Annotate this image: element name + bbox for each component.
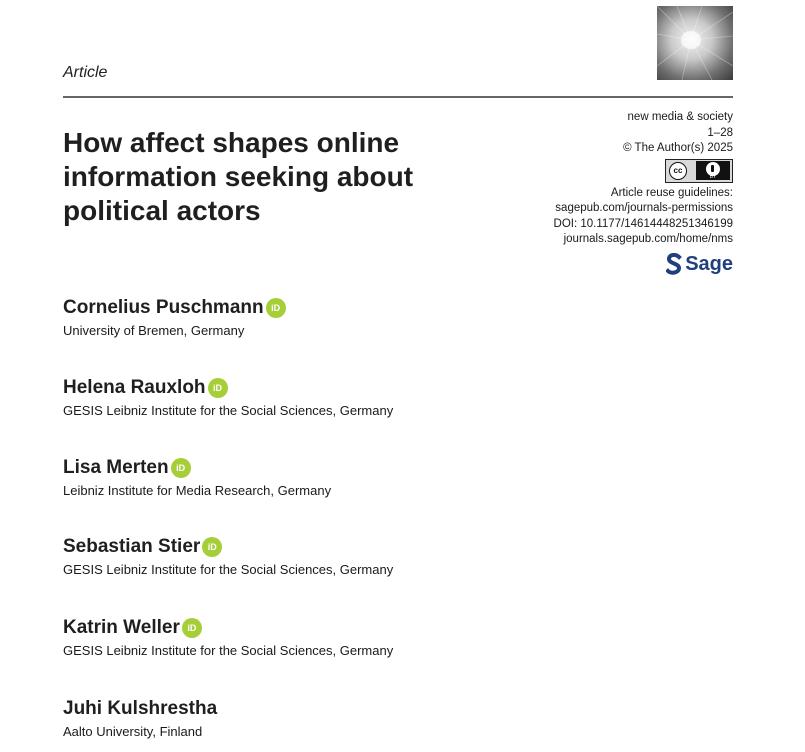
journal-name: new media & society: [627, 111, 733, 123]
page-range: 1–28: [707, 126, 733, 139]
author-name: Katrin Weller: [63, 617, 180, 638]
journal-metadata: [440, 110, 733, 280]
by-attribution-icon: BY: [696, 161, 730, 180]
orcid-icon[interactable]: iD: [171, 458, 191, 478]
cc-icon: cc: [669, 162, 687, 180]
reuse-guidelines-label: Article reuse guidelines:: [610, 186, 733, 199]
author-affiliation: Aalto University, Finland: [63, 724, 203, 739]
author-affiliation: GESIS Leibniz Institute for the Social Sciences, Germany: [63, 562, 394, 577]
author-name: Helena Rauxloh: [63, 377, 206, 398]
cover-tunnel-graphic: [657, 6, 733, 80]
author-affiliation: GESIS Leibniz Institute for the Social Sciences, Germany: [63, 403, 394, 418]
author-name: Lisa Merten: [63, 457, 169, 478]
author-block: [63, 456, 331, 499]
header-rule: [63, 96, 733, 98]
author-affiliation: Leibniz Institute for Media Research, Germany: [63, 483, 332, 498]
author-block: [63, 697, 217, 740]
orcid-icon[interactable]: iD: [208, 378, 228, 398]
author-block: [63, 296, 286, 339]
orcid-icon[interactable]: iD: [182, 618, 202, 638]
cc-by-license-icon[interactable]: [665, 159, 733, 183]
author-affiliation: GESIS Leibniz Institute for the Social Sciences, Germany: [63, 643, 394, 658]
article-type-label: Article: [63, 64, 108, 81]
orcid-icon[interactable]: iD: [202, 537, 222, 557]
author-name: Cornelius Puschmann: [63, 297, 264, 318]
author-name: Juhi Kulshrestha: [63, 698, 218, 719]
article-title: How affect shapes online information seeking about political actors: [63, 127, 414, 226]
author-block: [63, 376, 393, 419]
sage-s-icon: [666, 253, 682, 275]
orcid-icon[interactable]: iD: [266, 298, 286, 318]
author-block: [63, 616, 393, 659]
permissions-link[interactable]: sagepub.com/journals-permissions: [555, 202, 733, 214]
author-affiliation: University of Bremen, Germany: [63, 323, 245, 338]
journal-homepage-link[interactable]: journals.sagepub.com/home/nms: [563, 233, 733, 245]
publisher-name: Sage: [685, 252, 733, 275]
doi-link[interactable]: DOI: 10.1177/14614448251346199: [553, 217, 733, 230]
publisher-logo: [666, 252, 733, 276]
author-block: [63, 535, 393, 578]
copyright-notice: © The Author(s) 2025: [623, 142, 733, 154]
journal-cover-image: [657, 6, 733, 80]
author-name: Sebastian Stier: [63, 536, 201, 557]
